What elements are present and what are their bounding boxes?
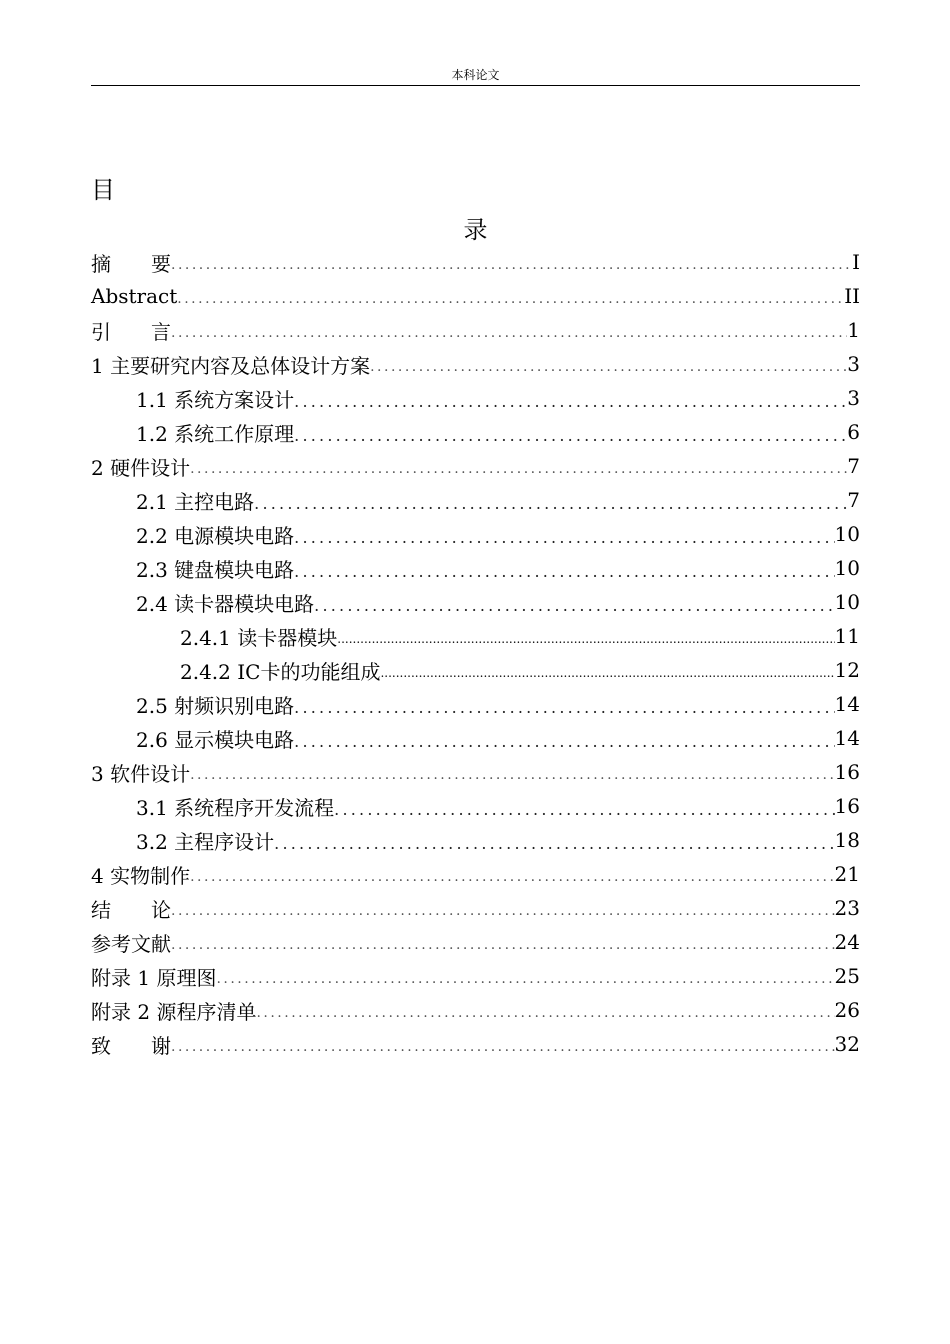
toc-dot-leader bbox=[190, 863, 834, 885]
toc-entry-label: 3.2 主程序设计 bbox=[136, 829, 275, 854]
toc-entry-page: 7 bbox=[847, 488, 860, 512]
toc-dot-leader bbox=[334, 794, 834, 819]
toc-entry-abstract-cn[interactable] bbox=[91, 245, 860, 279]
toc-dot-leader bbox=[370, 353, 847, 375]
toc-entry-label: 1.1 系统方案设计 bbox=[136, 387, 295, 412]
toc-dot-leader bbox=[190, 761, 834, 783]
toc-entry-page: 10 bbox=[834, 522, 860, 546]
toc-entry-conclusion[interactable] bbox=[91, 891, 860, 925]
toc-entry-page: 10 bbox=[834, 590, 860, 614]
toc-entry-page: 24 bbox=[834, 930, 860, 954]
toc-entry-page: 14 bbox=[834, 692, 860, 716]
toc-entry-section-2-6[interactable] bbox=[91, 721, 860, 755]
toc-entry-page: 21 bbox=[834, 862, 860, 886]
toc-entry-page: 25 bbox=[834, 964, 860, 988]
toc-dot-leader bbox=[171, 1033, 835, 1055]
toc-entry-section-3-2[interactable] bbox=[91, 823, 860, 857]
toc-entry-page: 11 bbox=[834, 624, 860, 648]
toc-entry-label: 2.4 读卡器模块电路 bbox=[136, 591, 315, 616]
toc-dot-leader bbox=[380, 660, 834, 680]
table-of-contents bbox=[91, 245, 860, 1061]
toc-entry-abstract-en[interactable] bbox=[91, 279, 860, 313]
toc-dot-leader bbox=[314, 590, 834, 615]
toc-entry-page: 18 bbox=[834, 828, 860, 852]
toc-entry-label: 附录 2 源程序清单 bbox=[91, 999, 257, 1024]
toc-entry-page: 3 bbox=[847, 352, 860, 376]
toc-entry-section-1-1[interactable] bbox=[91, 381, 860, 415]
toc-entry-label: 2.3 键盘模块电路 bbox=[136, 557, 295, 582]
toc-dot-leader bbox=[337, 626, 834, 646]
toc-entry-page: 32 bbox=[834, 1032, 860, 1056]
toc-entry-page: 1 bbox=[847, 318, 860, 342]
toc-entry-page: 12 bbox=[834, 658, 860, 682]
toc-dot-leader bbox=[171, 319, 847, 341]
toc-entry-label: 2.4.1 读卡器模块 bbox=[180, 625, 338, 650]
toc-entry-label: 引 言 bbox=[91, 319, 171, 344]
toc-entry-section-2-4[interactable] bbox=[91, 585, 860, 619]
toc-entry-label: 2.6 显示模块电路 bbox=[136, 727, 295, 752]
toc-dot-leader bbox=[294, 692, 834, 717]
toc-entry-section-1-2[interactable] bbox=[91, 415, 860, 449]
running-header: 本科论文 bbox=[451, 68, 500, 82]
toc-title-second-char: 录 bbox=[463, 216, 488, 244]
toc-entry-label: 4 实物制作 bbox=[91, 863, 191, 888]
toc-entry-acknowledgements[interactable] bbox=[91, 1027, 860, 1061]
toc-entry-label: 摘 要 bbox=[91, 251, 171, 276]
toc-entry-label: 1.2 系统工作原理 bbox=[136, 421, 295, 446]
toc-entry-label: 2.2 电源模块电路 bbox=[136, 523, 295, 548]
toc-entry-label: Abstract bbox=[91, 284, 178, 308]
toc-entry-page: II bbox=[844, 284, 860, 308]
toc-entry-page: 3 bbox=[847, 386, 860, 410]
toc-entry-section-2-3[interactable] bbox=[91, 551, 860, 585]
toc-entry-chapter-4[interactable] bbox=[91, 857, 860, 891]
toc-entry-chapter-1[interactable] bbox=[91, 347, 860, 381]
toc-dot-leader bbox=[274, 828, 834, 853]
toc-entry-section-2-4-2[interactable] bbox=[91, 653, 860, 687]
toc-dot-leader bbox=[294, 726, 834, 751]
toc-entry-page: I bbox=[852, 250, 860, 274]
toc-entry-chapter-2[interactable] bbox=[91, 449, 860, 483]
toc-entry-appendix-1[interactable] bbox=[91, 959, 860, 993]
toc-entry-appendix-2[interactable] bbox=[91, 993, 860, 1027]
toc-dot-leader bbox=[216, 965, 834, 987]
toc-dot-leader bbox=[254, 488, 847, 513]
toc-entry-label: 参考文献 bbox=[91, 931, 171, 956]
toc-entry-section-3-1[interactable] bbox=[91, 789, 860, 823]
toc-entry-page: 6 bbox=[847, 420, 860, 444]
toc-entry-page: 14 bbox=[834, 726, 860, 750]
toc-dot-leader bbox=[294, 420, 847, 445]
toc-entry-label: 1 主要研究内容及总体设计方案 bbox=[91, 353, 371, 378]
toc-dot-leader bbox=[177, 285, 844, 307]
toc-entry-label: 2 硬件设计 bbox=[91, 455, 191, 480]
toc-entry-references[interactable] bbox=[91, 925, 860, 959]
toc-entry-label: 附录 1 原理图 bbox=[91, 965, 217, 990]
toc-entry-page: 16 bbox=[834, 794, 860, 818]
toc-dot-leader bbox=[190, 455, 847, 477]
toc-dot-leader bbox=[294, 556, 834, 581]
toc-entry-page: 10 bbox=[834, 556, 860, 580]
toc-dot-leader bbox=[171, 251, 852, 273]
toc-entry-label: 致 谢 bbox=[91, 1033, 171, 1058]
toc-entry-section-2-5[interactable] bbox=[91, 687, 860, 721]
header-rule bbox=[91, 85, 860, 86]
toc-entry-page: 16 bbox=[834, 760, 860, 784]
toc-entry-section-2-2[interactable] bbox=[91, 517, 860, 551]
toc-title-first-char: 目 bbox=[91, 176, 115, 204]
toc-entry-section-2-4-1[interactable] bbox=[91, 619, 860, 653]
toc-entry-label: 3.1 系统程序开发流程 bbox=[136, 795, 335, 820]
toc-entry-chapter-3[interactable] bbox=[91, 755, 860, 789]
toc-dot-leader bbox=[294, 386, 847, 411]
toc-entry-page: 7 bbox=[847, 454, 860, 478]
toc-dot-leader bbox=[171, 897, 835, 919]
toc-dot-leader bbox=[294, 522, 834, 547]
toc-entry-label: 3 软件设计 bbox=[91, 761, 191, 786]
toc-entry-label: 2.5 射频识别电路 bbox=[136, 693, 295, 718]
toc-entry-section-2-1[interactable] bbox=[91, 483, 860, 517]
toc-entry-page: 23 bbox=[834, 896, 860, 920]
toc-dot-leader bbox=[171, 931, 835, 953]
toc-dot-leader bbox=[256, 999, 834, 1021]
toc-entry-label: 结 论 bbox=[91, 897, 171, 922]
toc-entry-introduction[interactable] bbox=[91, 313, 860, 347]
toc-entry-page: 26 bbox=[834, 998, 860, 1022]
toc-entry-label: 2.4.2 IC卡的功能组成 bbox=[180, 659, 381, 684]
toc-entry-label: 2.1 主控电路 bbox=[136, 489, 255, 514]
